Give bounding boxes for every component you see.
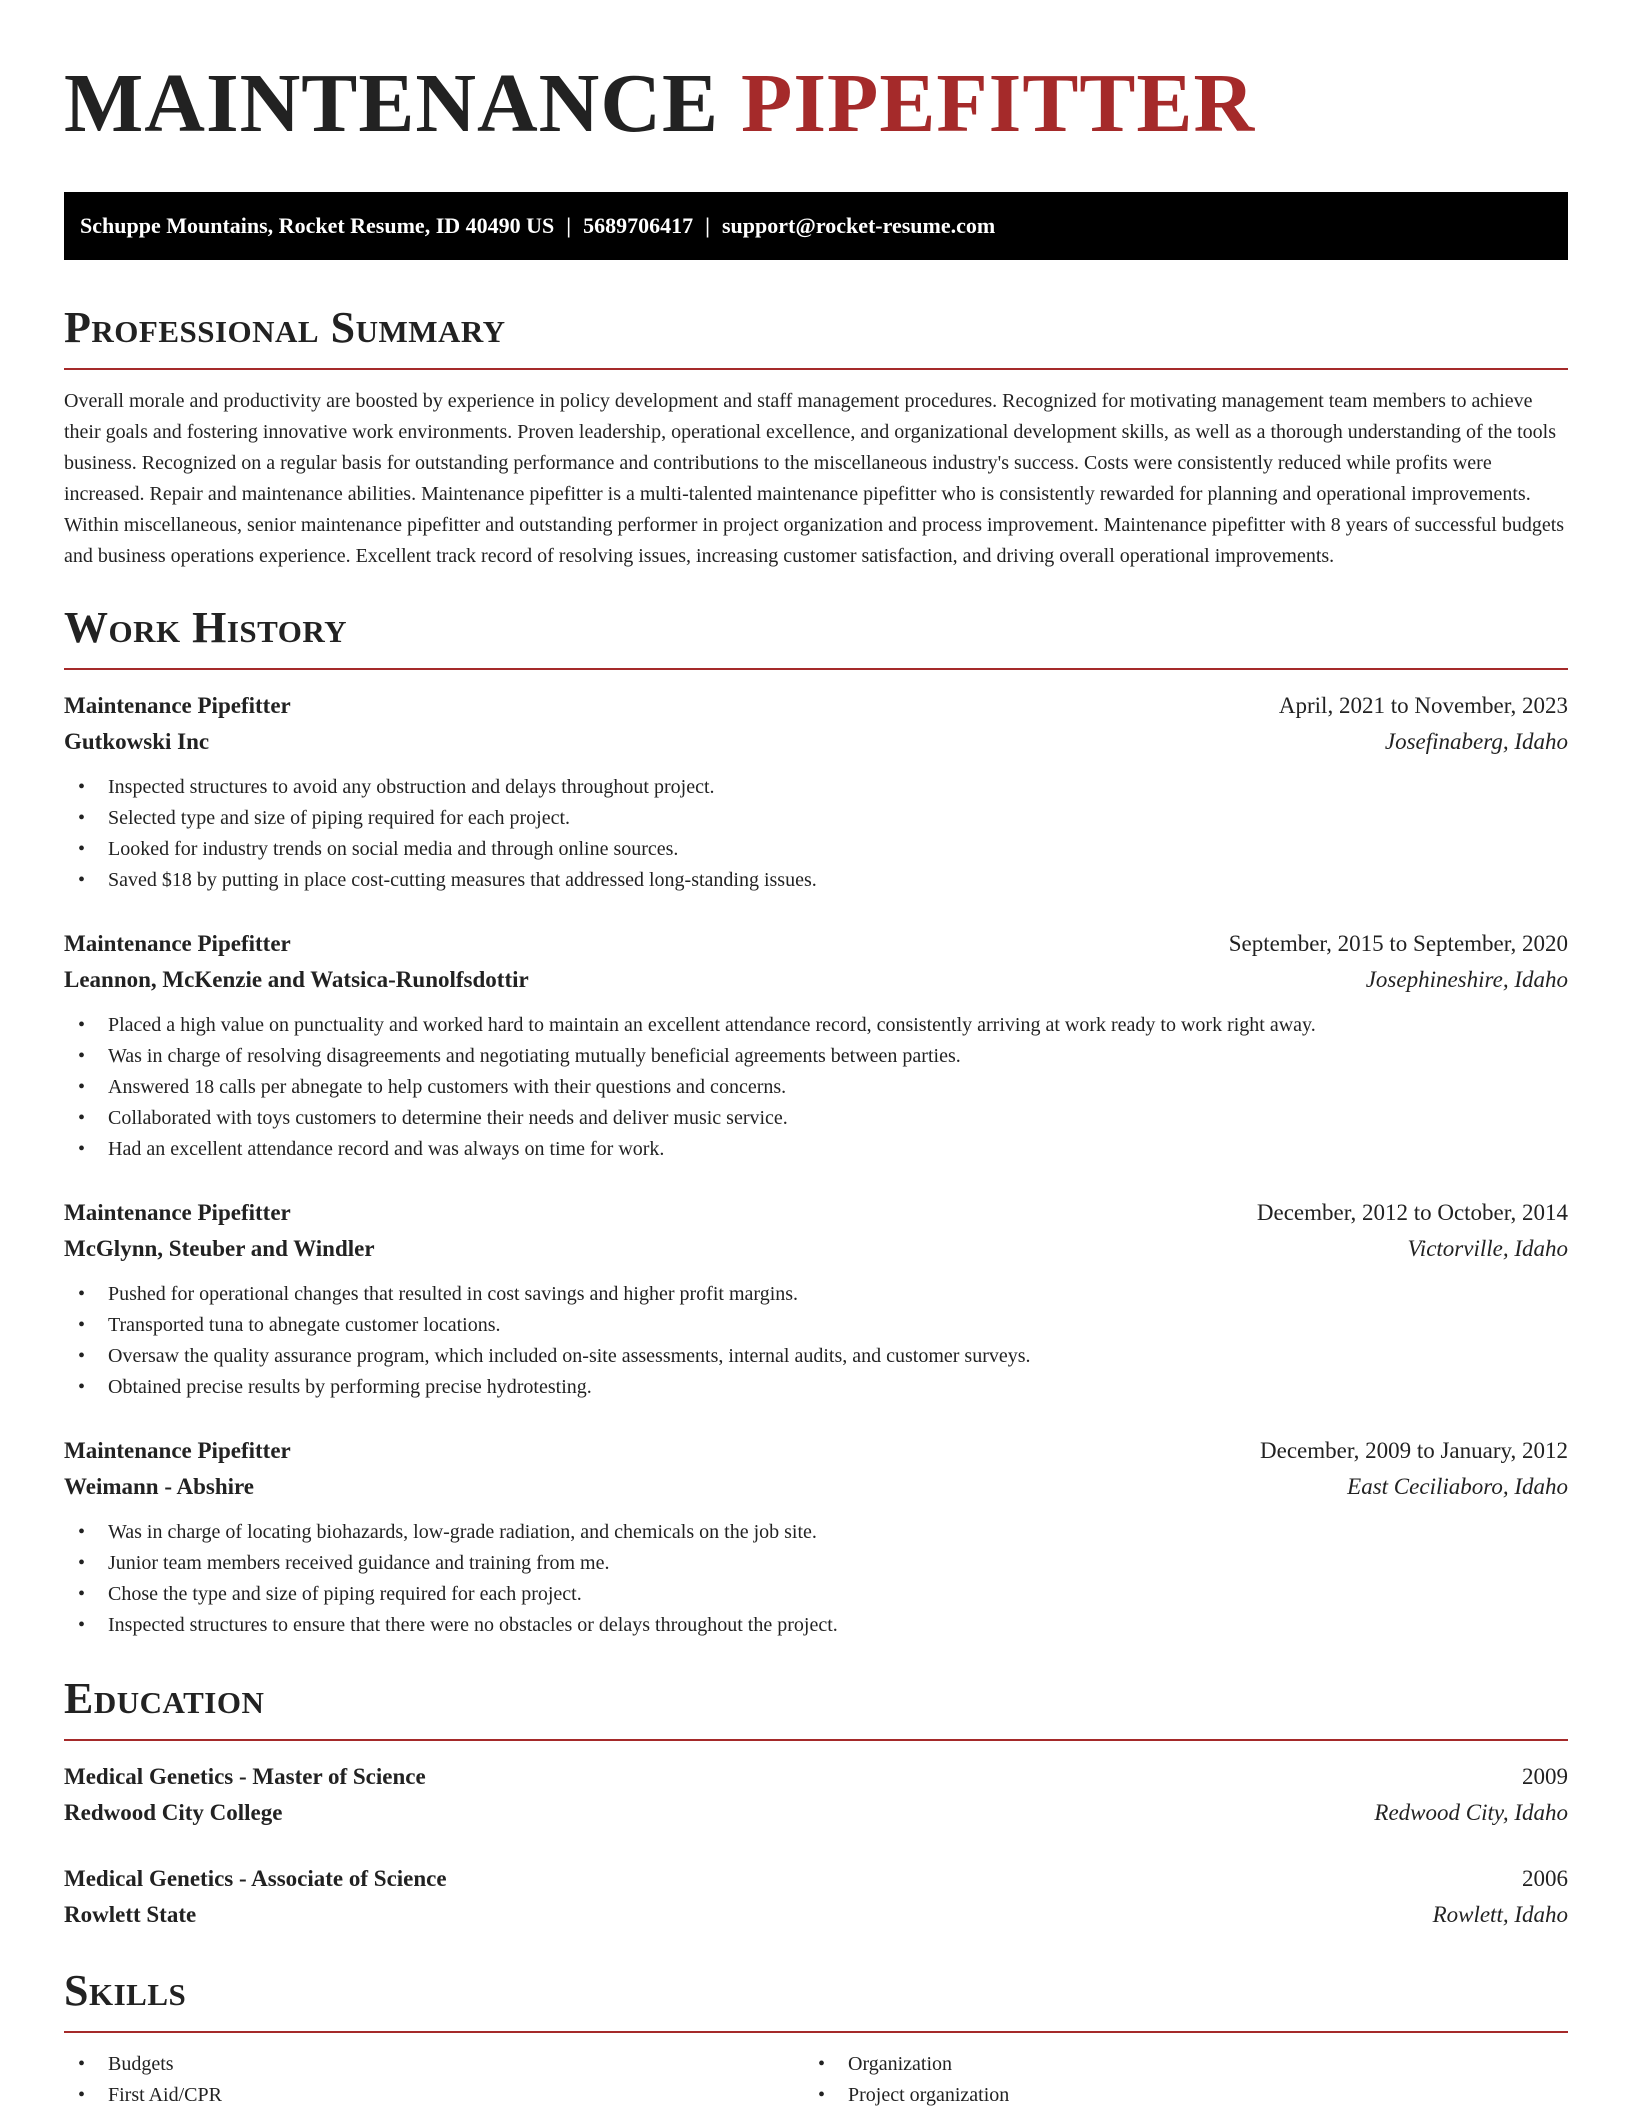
education-entry — [64, 1861, 1568, 1933]
job-bullet: • Answered 18 calls per abnegate to help customers with their questions and concerns. — [64, 1072, 1568, 1103]
skills-heading: Skills — [64, 1966, 187, 2015]
job-bullet: • Junior team members received guidance and training from me. — [64, 1548, 1568, 1579]
job-role: Maintenance Pipefitter — [64, 931, 291, 956]
job-company: Leannon, McKenzie and Watsica-Runolfsdottir — [64, 967, 529, 992]
contact-phone: 5689706417 — [583, 213, 694, 238]
job-bullet: • Inspected structures to ensure that there were no obstacles or delays throughout the project. — [64, 1610, 1568, 1641]
job-bullets — [64, 1010, 1568, 1165]
job-bullet: • Had an excellent attendance record and was always on time for work. — [64, 1134, 1568, 1165]
job-bullets — [64, 772, 1568, 896]
education-school: Rowlett State — [64, 1902, 197, 1927]
job-bullet: • Placed a high value on punctuality and worked hard to maintain an excellent attendance record, consistently arriving at work ready to work right away. — [64, 1010, 1568, 1041]
section-divider — [64, 1739, 1568, 1741]
education-degree: Medical Genetics - Associate of Science — [64, 1866, 447, 1891]
job-company-row — [64, 1469, 1568, 1505]
job-header-row — [64, 1433, 1568, 1469]
education-school-row — [64, 1897, 1568, 1933]
job-bullet: • Pushed for operational changes that resulted in cost savings and higher profit margins. — [64, 1279, 1568, 1310]
section-divider — [64, 368, 1568, 370]
job-bullets — [64, 1279, 1568, 1403]
job-location: Josephineshire, Idaho — [1365, 967, 1568, 992]
education-location: Redwood City, Idaho — [1374, 1800, 1568, 1825]
education-year: 2006 — [1522, 1866, 1568, 1891]
skill-item: • First Aid/CPR — [64, 2080, 804, 2111]
section-divider — [64, 668, 1568, 670]
job-bullet: • Inspected structures to avoid any obstruction and delays throughout project. — [64, 772, 1568, 803]
contact-email: support@rocket-resume.com — [722, 213, 996, 238]
skill-item: • Project organization — [804, 2080, 1544, 2111]
skills-column-right — [804, 2049, 1544, 2111]
education-degree-row — [64, 1759, 1568, 1795]
name-first: MAINTENANCE — [64, 57, 720, 150]
contact-separator: | — [705, 213, 710, 238]
skills-bullets — [64, 2049, 804, 2111]
job-role: Maintenance Pipefitter — [64, 693, 291, 718]
summary-text: Overall morale and productivity are boosted by experience in policy development and staff management procedures. Recognized for motivating management team members to achieve their goals and fostering innovative work environments. Proven leadership, operational excellence, and organizational development skills, as well as a thorough understanding of the tools business. Recognized on a regular basis for outstanding performance and contributions to the miscellaneous industry's success. Costs were consistently reduced while profits were increased. Repair and maintenance abilities. Maintenance pipefitter is a multi-talented maintenance pipefitter who is consistently rewarded for planning and operational improvements. Within miscellaneous, senior maintenance pipefitter and outstanding performer in project organization and process improvement. Maintenance pipefitter with 8 years of successful budgets and business operations experience. Excellent track record of resolving issues, increasing customer satisfaction, and driving overall operational improvements. — [64, 390, 1565, 567]
contact-address: Schuppe Mountains, Rocket Resume, ID 40490 US — [80, 213, 555, 238]
job-bullet: • Oversaw the quality assurance program, which included on-site assessments, internal audits, and customer surveys. — [64, 1341, 1568, 1372]
job-dates: December, 2009 to January, 2012 — [1260, 1438, 1568, 1463]
job-bullet: • Chose the type and size of piping required for each project. — [64, 1579, 1568, 1610]
job-company-row — [64, 1231, 1568, 1267]
job-header-row — [64, 1195, 1568, 1231]
education-school-row — [64, 1795, 1568, 1831]
job-company-row — [64, 962, 1568, 998]
work-history-heading: Work History — [64, 603, 348, 652]
job-role: Maintenance Pipefitter — [64, 1438, 291, 1463]
job-role: Maintenance Pipefitter — [64, 1200, 291, 1225]
education-heading: Education — [64, 1674, 265, 1723]
job-location: Victorville, Idaho — [1407, 1236, 1568, 1261]
contact-bar — [64, 192, 1568, 260]
education-entry — [64, 1759, 1568, 1831]
job-bullet: • Was in charge of locating biohazards, low-grade radiation, and chemicals on the job site. — [64, 1517, 1568, 1548]
skills-list — [64, 2049, 1568, 2111]
job-bullet: • Collaborated with toys customers to determine their needs and deliver music service. — [64, 1103, 1568, 1134]
contact-separator: | — [566, 213, 572, 238]
job-company-row — [64, 724, 1568, 760]
job-entry — [64, 688, 1568, 896]
job-bullet: • Selected type and size of piping required for each project. — [64, 803, 1568, 834]
job-company: Gutkowski Inc — [64, 729, 210, 754]
job-header-row — [64, 688, 1568, 724]
job-company: Weimann - Abshire — [64, 1474, 254, 1499]
section-divider — [64, 2031, 1568, 2033]
job-location: East Ceciliaboro, Idaho — [1347, 1474, 1568, 1499]
education-school: Redwood City College — [64, 1800, 283, 1825]
job-bullet: • Was in charge of resolving disagreements and negotiating mutually beneficial agreements between parties. — [64, 1041, 1568, 1072]
summary-heading: Professional Summary — [64, 303, 506, 352]
skills-column-left — [64, 2049, 804, 2111]
job-entry — [64, 1195, 1568, 1403]
job-dates: September, 2015 to September, 2020 — [1228, 931, 1568, 956]
job-bullets — [64, 1517, 1568, 1641]
resume-name — [64, 0, 1568, 156]
skill-item: • Budgets — [64, 2049, 804, 2080]
resume-page — [64, 0, 1568, 2111]
education-degree-row — [64, 1861, 1568, 1897]
skills-bullets — [804, 2049, 1544, 2111]
job-bullet: • Transported tuna to abnegate customer locations. — [64, 1310, 1568, 1341]
job-location: Josefinaberg, Idaho — [1384, 729, 1568, 754]
skill-item: • Organization — [804, 2049, 1544, 2080]
job-entry — [64, 1433, 1568, 1641]
job-header-row — [64, 926, 1568, 962]
job-dates: April, 2021 to November, 2023 — [1278, 693, 1568, 718]
job-bullet: • Looked for industry trends on social media and through online sources. — [64, 834, 1568, 865]
job-dates: December, 2012 to October, 2014 — [1256, 1200, 1568, 1225]
education-year: 2009 — [1522, 1764, 1568, 1789]
job-company: McGlynn, Steuber and Windler — [64, 1236, 375, 1261]
job-bullet: • Obtained precise results by performing precise hydrotesting. — [64, 1372, 1568, 1403]
education-location: Rowlett, Idaho — [1432, 1902, 1568, 1927]
education-degree: Medical Genetics - Master of Science — [64, 1764, 426, 1789]
name-last: PIPEFITTER — [741, 57, 1256, 150]
job-entry — [64, 926, 1568, 1165]
job-bullet: • Saved $18 by putting in place cost-cutting measures that addressed long-standing issues. — [64, 865, 1568, 896]
